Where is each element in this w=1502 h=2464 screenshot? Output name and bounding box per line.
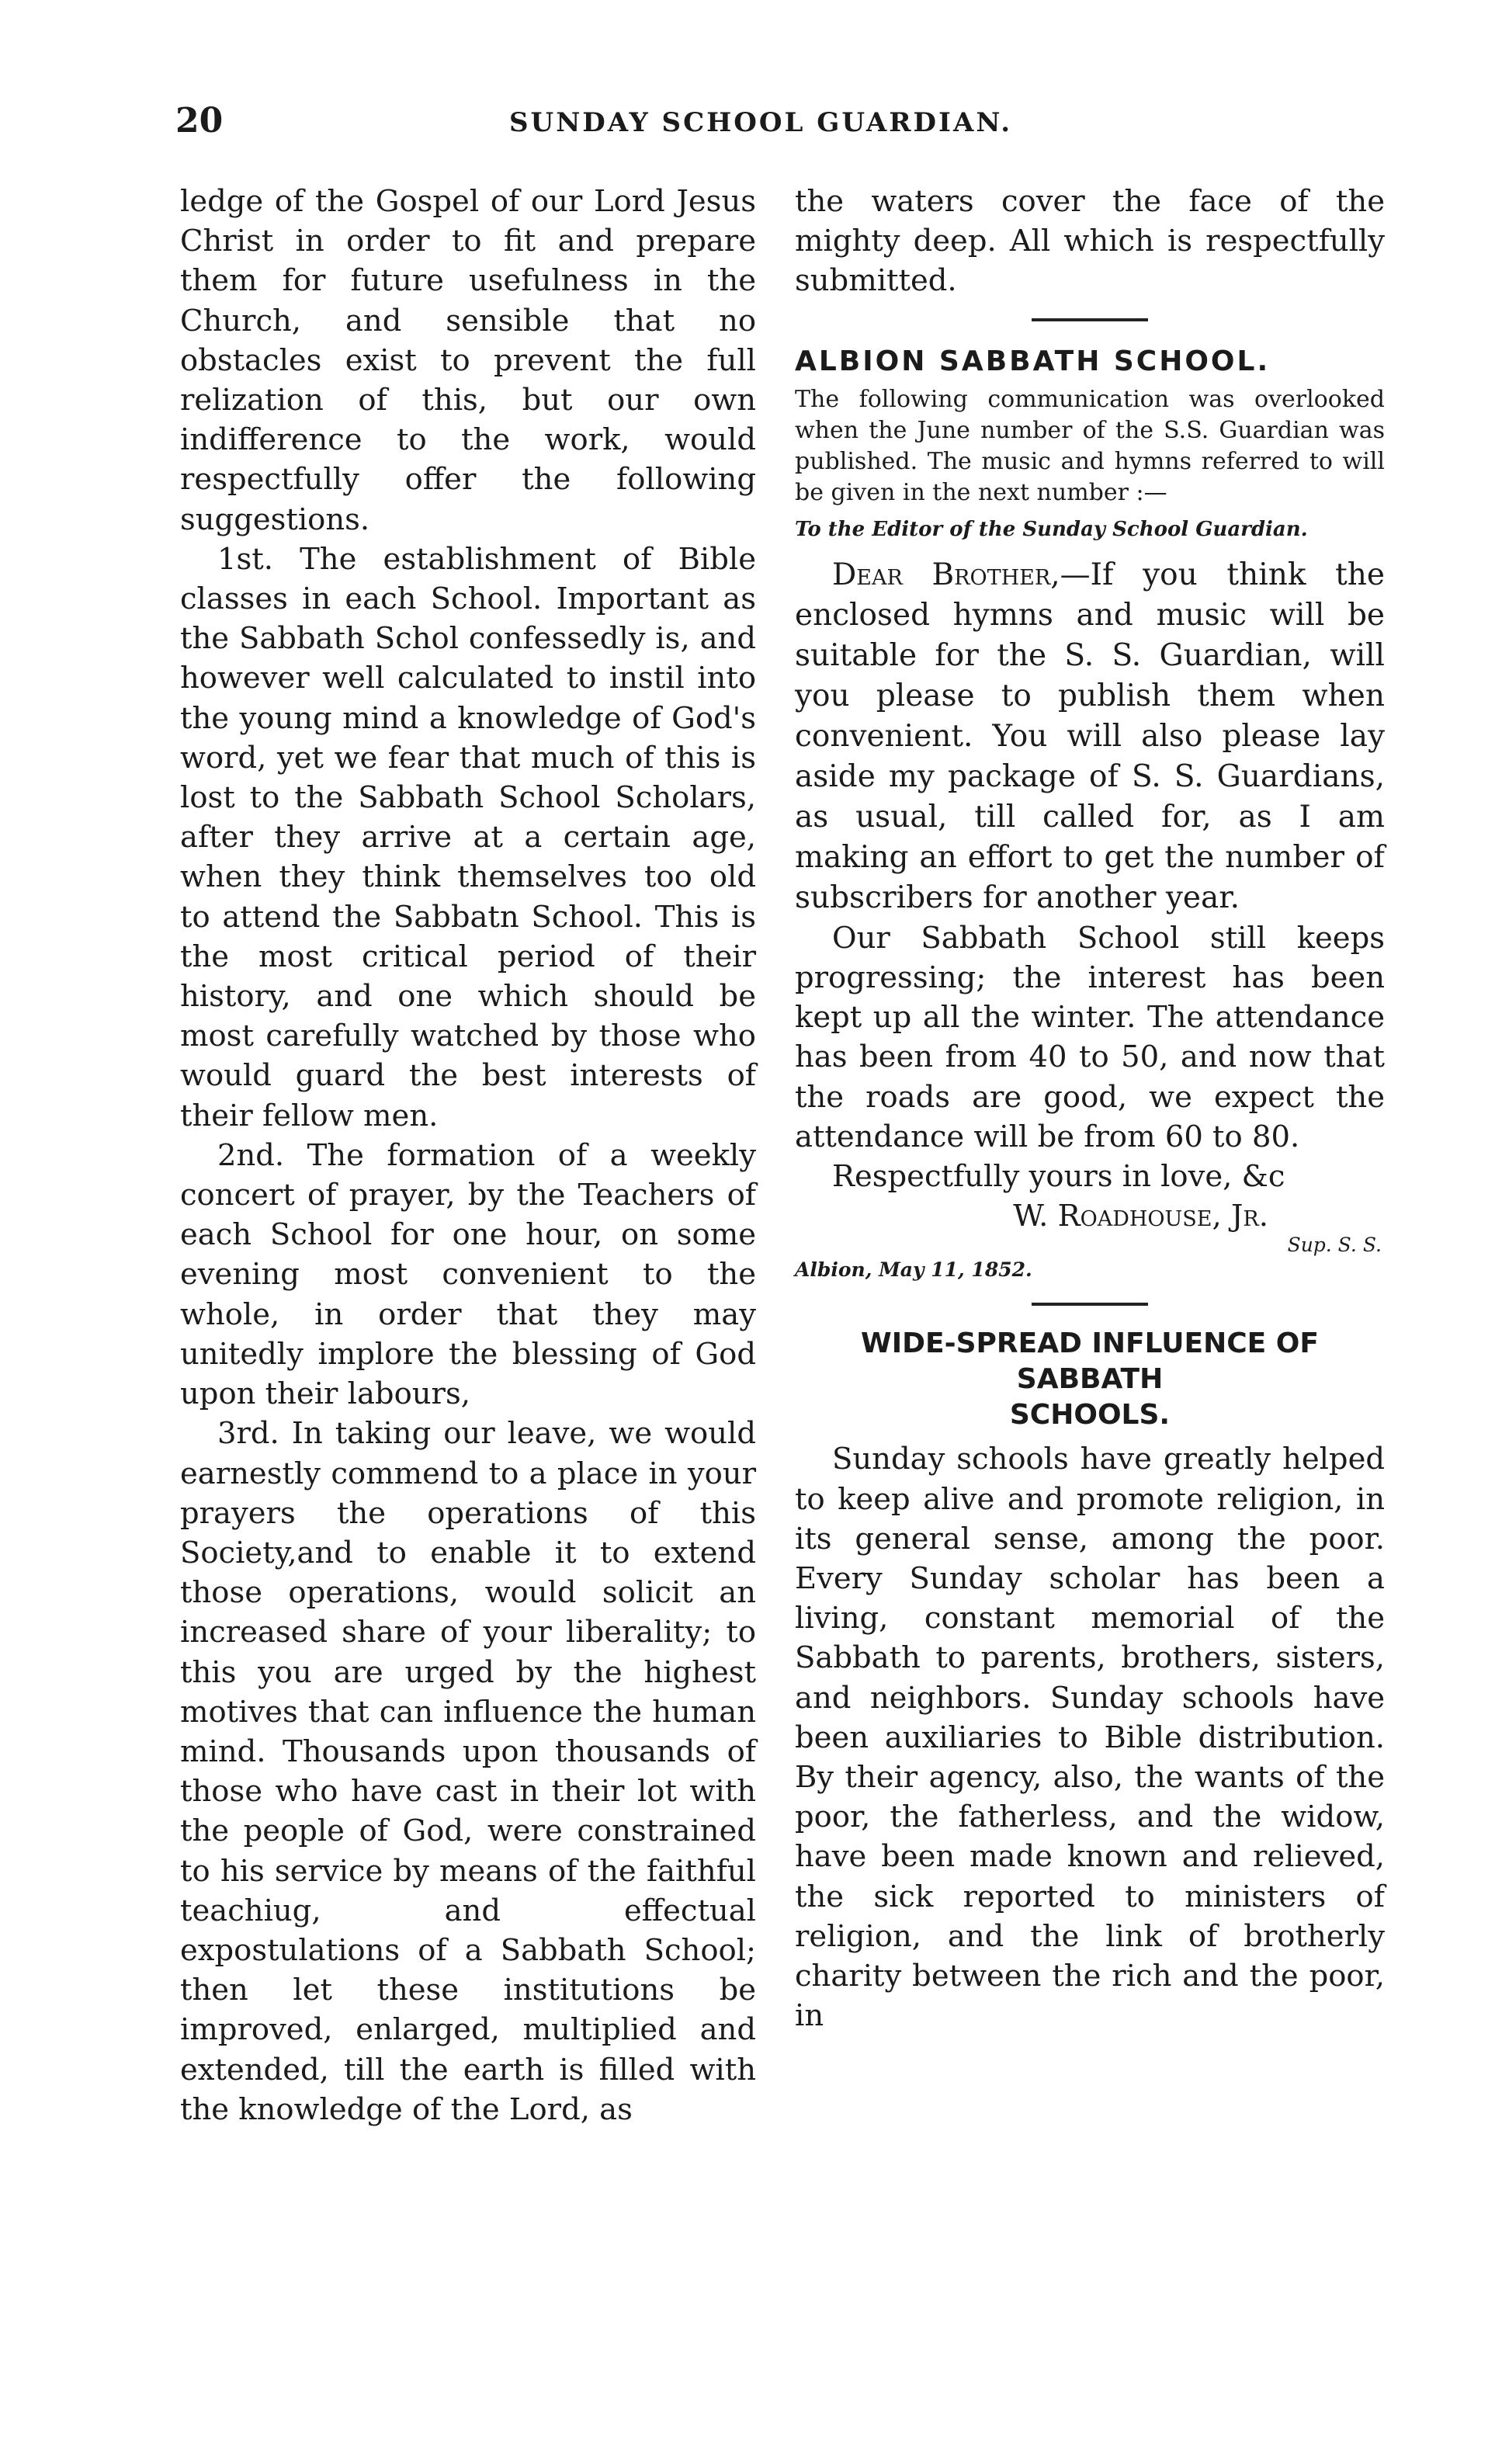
paragraph-sunday-schools: Sunday schools have greatly helped to keep alive and promote religion, in its general sense, among the poor. Every Sunday scholar has been a living, constant memorial of the Sabbath to parents, brothers, sisters, and neighbors. Sunday schools have been auxiliaries to Bible distribution. By their agency, also, the wants of the poor, the fatherless, and the widow, have been made known and relieved, the sick reported to ministers of religion, and the link of brotherly charity between the rich and the poor, in [795,1442,1385,2034]
paragraph-third-suggestion: 3rd. In taking our leave, we would earnestly commend to a place in your prayers the operations of this Society,and to enable it to extend those operations, would solicit an increased share of your liberality; to this you are urged by the highest motives that can influence the human mind. Thousands upon thousands of those who have cast in their lot with the people of God, were constrained to his service by means of the faithful teachiug, and effectual expostulations of a Sabbath School; then let these institutions be improved, enlarged, multiplied and extended, till the earth is filled with the knowledge of the Lord, as [180,1416,756,2127]
letter-second-paragraph: Our Sabbath School still keeps progressing; the interest has been kept up all the winter. The attendance has been from 40 to 50, and now that the roads are good, we expect the attendance will be from 60 to 80. [795,920,1385,1154]
paragraph-first-suggestion: 1st. The establishment of Bible classes in each School. Important as the Sabbath Schol confessedly is, and however well calculated to instil into the young mind a knowledge of God's word, yet we fear that much of this is lost to the Sabbath School Scholars, after they arrive at a certain age, when they think themselves too old to attend the Sabbatn School. This is the most critical period of their history, and one which should be most carefully watched by those who would guard the best interests of their fellow men. [180,541,756,1133]
running-title: SUNDAY SCHOOL GUARDIAN. [509,107,1013,138]
letter-address: To the Editor of the Sunday School Guardian. [795,517,1308,541]
salutation: Dear Brother, [832,557,1060,592]
paragraph-continuation: ledge of the Gospel of our Lord Jesus Christ in order to fit and prepare them for future usefulness in the Church, and sensible that no obstacles exist to prevent the full relization of this, but our own indifference to the work, would respectfully offer the following suggestions. [180,184,756,537]
section-divider [1032,318,1148,321]
section-heading-wide-spread [795,1326,1385,1433]
signature: W. Roadhouse, Jr. [1013,1199,1268,1234]
heading-line-2: SCHOOLS. [1009,1399,1171,1432]
page-number: 20 [175,101,224,141]
signature-title: Sup. S. S. [1287,1234,1382,1257]
left-column [180,182,756,2129]
dateline: Albion, May 11, 1852. [795,1258,1032,1282]
editor-note: The following communication was overlooked when the June number of the S.S. Guardian was published. The music and hymns referred to will be given in the next number :— [795,385,1385,506]
section-divider-2 [1032,1303,1148,1306]
heading-line-1: WIDE-SPREAD INFLUENCE OF SABBATH [861,1327,1319,1396]
letter-first-paragraph-text: —If you think the enclosed hymns and music will be suitable for the S. S. Guardian, will you please to publish them when convenient. You will also please lay aside my package of S. S. Guardians, as usual, till called for, as I am making an effort to get the number of subscribers for another year. [795,557,1385,915]
right-column [795,182,1385,2035]
paragraph-second-suggestion: 2nd. The formation of a weekly concert of prayer, by the Teachers of each School for one hour, on some evening most convenient to the whole, in order that they may unitedly implore the blessing of God upon their labours, [180,1137,756,1412]
letter-closing: Respectfully yours in love, &c [832,1159,1285,1195]
letter-first-paragraph [795,555,1385,918]
page-header [175,101,1371,155]
paragraph-continuation-right: the waters cover the face of the mighty deep. All which is respectfully submitted. [795,184,1385,299]
section-heading-albion: ALBION SABBATH SCHOOL. [795,345,1271,377]
